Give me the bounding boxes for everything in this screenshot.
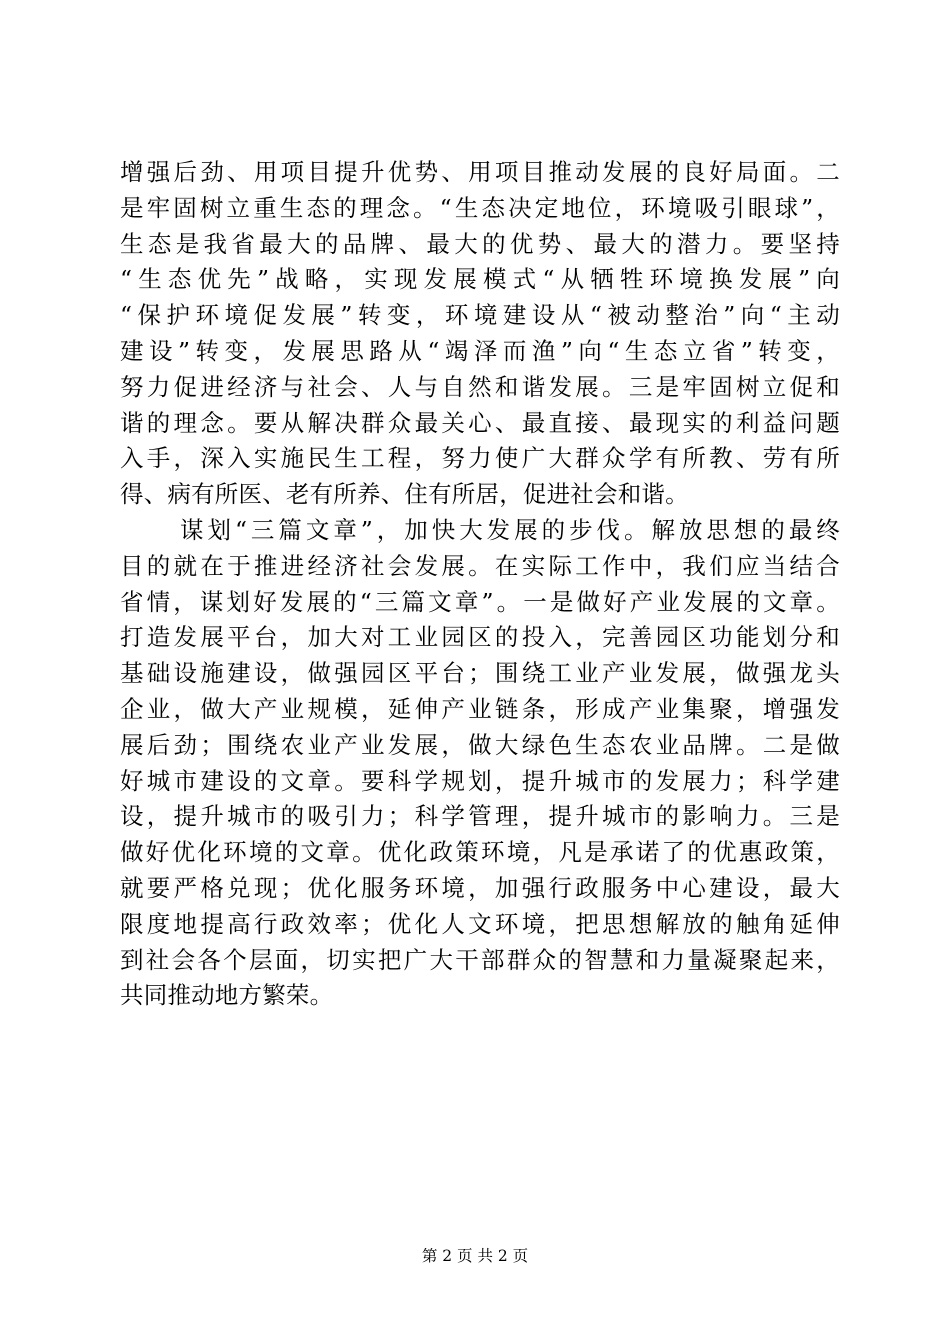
- page-number-footer: 第 2 页 共 2 页: [421, 1247, 529, 1265]
- text-line: 到社会各个层面，切实把广大干部群众的智慧和力量凝聚起来，: [120, 945, 840, 974]
- text-line: 增强后劲、用项目提升优势、用项目推动发展的良好局面。二: [120, 158, 840, 186]
- text-line: 谐的理念。要从解决群众最关心、最直接、最现实的利益问题: [120, 408, 840, 437]
- text-line: 建设”转变，发展思路从“竭泽而渔”向“生态立省”转变，: [120, 336, 840, 365]
- text-line: 生态是我省最大的品牌、最大的优势、最大的潜力。要坚持: [120, 229, 840, 258]
- text-line: 设，提升城市的吸引力；科学管理，提升城市的影响力。三是: [120, 802, 840, 831]
- paragraph-end-line: 得、病有所医、老有所养、住有所居，促进社会和谐。: [120, 480, 689, 509]
- text-line: 好城市建设的文章。要科学规划，提升城市的发展力；科学建: [120, 766, 840, 795]
- text-line: 省情，谋划好发展的“三篇文章”。一是做好产业发展的文章。: [120, 587, 840, 616]
- text-line: “生态优先”战略，实现发展模式“从牺牲环境换发展”向: [120, 265, 840, 294]
- text-line: 入手，深入实施民生工程，努力使广大群众学有所教、劳有所: [120, 444, 840, 473]
- text-line: 是牢固树立重生态的理念。“生态决定地位，环境吸引眼球”，: [120, 193, 840, 222]
- paragraph-start-line: 谋划“三篇文章”，加快大发展的步伐。解放思想的最终: [180, 515, 840, 544]
- text-line: 企业，做大产业规模，延伸产业链条，形成产业集聚，增强发: [120, 694, 840, 723]
- text-line: 努力促进经济与社会、人与自然和谐发展。三是牢固树立促和: [120, 372, 840, 401]
- text-line: 目的就在于推进经济社会发展。在实际工作中，我们应当结合: [120, 551, 840, 580]
- text-line: 基础设施建设，做强园区平台；围绕工业产业发展，做强龙头: [120, 659, 840, 688]
- text-line: 打造发展平台，加大对工业园区的投入，完善园区功能划分和: [120, 623, 840, 652]
- text-line: 限度地提高行政效率；优化人文环境，把思想解放的触角延伸: [120, 909, 840, 938]
- text-line: “保护环境促发展”转变，环境建设从“被动整治”向“主动: [120, 301, 840, 330]
- paragraph-end-line: 共同推动地方繁荣。: [120, 981, 334, 1010]
- text-line: 展后劲；围绕农业产业发展，做大绿色生态农业品牌。二是做: [120, 730, 840, 759]
- document-body: [120, 155, 840, 1014]
- text-line: 做好优化环境的文章。优化政策环境，凡是承诺了的优惠政策，: [120, 838, 840, 867]
- text-line: 就要严格兑现；优化服务环境，加强行政服务中心建设，最大: [120, 873, 840, 902]
